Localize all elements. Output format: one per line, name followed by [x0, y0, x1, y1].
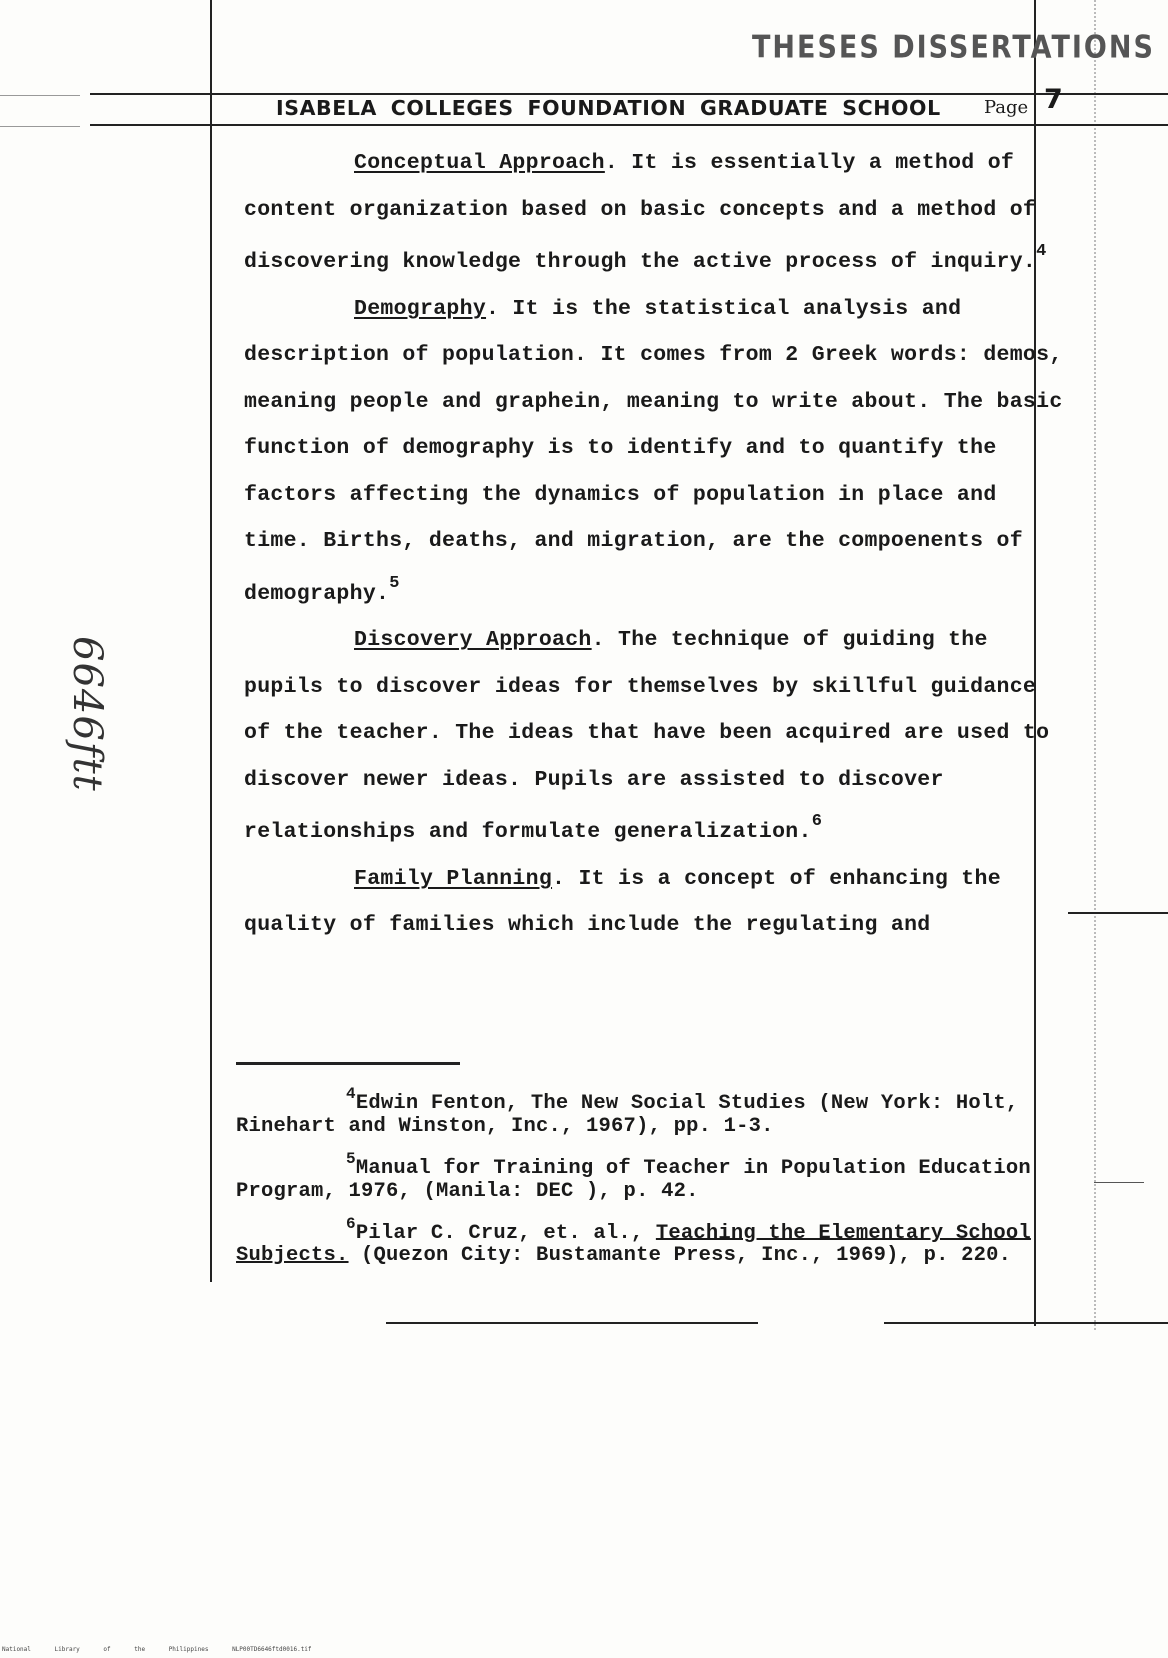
footnote-ref: 6: [811, 812, 823, 832]
right-margin-mark: [1068, 912, 1168, 914]
right-edge-dotted: [1094, 0, 1096, 1330]
definition-text: . It is essentially a method of content organization based on basic concepts and a method of discovering knowledge through the active process of inquiry.: [244, 151, 1037, 275]
defined-term: Conceptual Approach: [354, 151, 605, 175]
definition-text: . It is a concept of enhancing the quality of families which include the regulating and: [244, 866, 1001, 938]
definition-paragraph: [244, 856, 1074, 949]
footnotes: [236, 1085, 1086, 1279]
library-name: National Library of the Philippines: [2, 1646, 209, 1653]
definition-paragraph: [244, 286, 1074, 618]
footnote-number: 6: [346, 1214, 356, 1233]
footnote-text: Pilar C. Cruz, et. al.,: [355, 1221, 656, 1245]
footnote-ref: 5: [389, 573, 400, 593]
left-margin-line: [210, 0, 212, 1282]
footnote-number: 5: [346, 1149, 356, 1168]
definition-text: . It is the statistical analysis and description of population. It comes from 2 Greek words: demos, meaning people and graphein, meaning to write about. The basic function of demography is to identify and to quantify the factors affecting the dynamics of population in place and time. Births, deaths, and migration, are the compoenents of demography.: [244, 296, 1063, 606]
defined-term: Demography: [354, 296, 487, 321]
theses-dissertations-stamp: THESES DISSERTATIONS: [752, 29, 1155, 66]
right-margin-mark-2: [1094, 1182, 1144, 1183]
defined-term: Family Planning: [354, 866, 553, 891]
footnote-ref: 4: [1036, 242, 1047, 261]
footnote: [236, 1215, 1086, 1268]
page-number: 7: [1044, 84, 1063, 115]
footnote-number: 4: [346, 1085, 356, 1103]
body-text: [244, 140, 1074, 949]
footnote-text-cont: (Quezon City: Bustamante Press, Inc., 1969), p. 220.: [348, 1244, 1012, 1268]
definition-paragraph: [244, 140, 1074, 286]
definition-text: . The technique of guiding the pupils to discover ideas for themselves by skillful guidance of the teacher. The ideas that have been acquired are used to discover newer ideas. Pupils are assisted to discover relationships and formulate generalization.: [244, 628, 1050, 845]
file-name: NLP00TD6646ftd0016.tif: [232, 1646, 312, 1653]
bottom-rule-right: [884, 1322, 1168, 1324]
footnote-text: Manual for Training of Teacher in Population Education Program, 1976, (Manila: DEC ), p. 42.: [236, 1156, 1031, 1203]
page-label: Page: [984, 97, 1029, 118]
institution-header: ISABELA COLLEGES FOUNDATION GRADUATE SCHOOL: [276, 96, 941, 120]
header-rule-top: [90, 93, 1168, 95]
footnote-book-title: Teaching the Elementary School Subjects.: [236, 1221, 1031, 1268]
left-scan-mark-1: [0, 95, 80, 96]
bottom-rule-center: [386, 1322, 758, 1324]
left-scan-mark-2: [0, 126, 80, 127]
scan-footer: [2, 1646, 312, 1653]
handwritten-accession-note: 6646ftt: [64, 636, 110, 792]
footnote-text: Edwin Fenton, The New Social Studies (New York: Holt, Rinehart and Winston, Inc., 1967), pp. 1-3.: [236, 1091, 1019, 1138]
header-rule-bottom: [90, 124, 1168, 126]
footnote-separator: [236, 1062, 460, 1065]
footnote: [236, 1150, 1086, 1203]
defined-term: Discovery Approach: [354, 628, 592, 653]
footnote: [236, 1085, 1086, 1138]
definition-paragraph: [244, 617, 1074, 856]
